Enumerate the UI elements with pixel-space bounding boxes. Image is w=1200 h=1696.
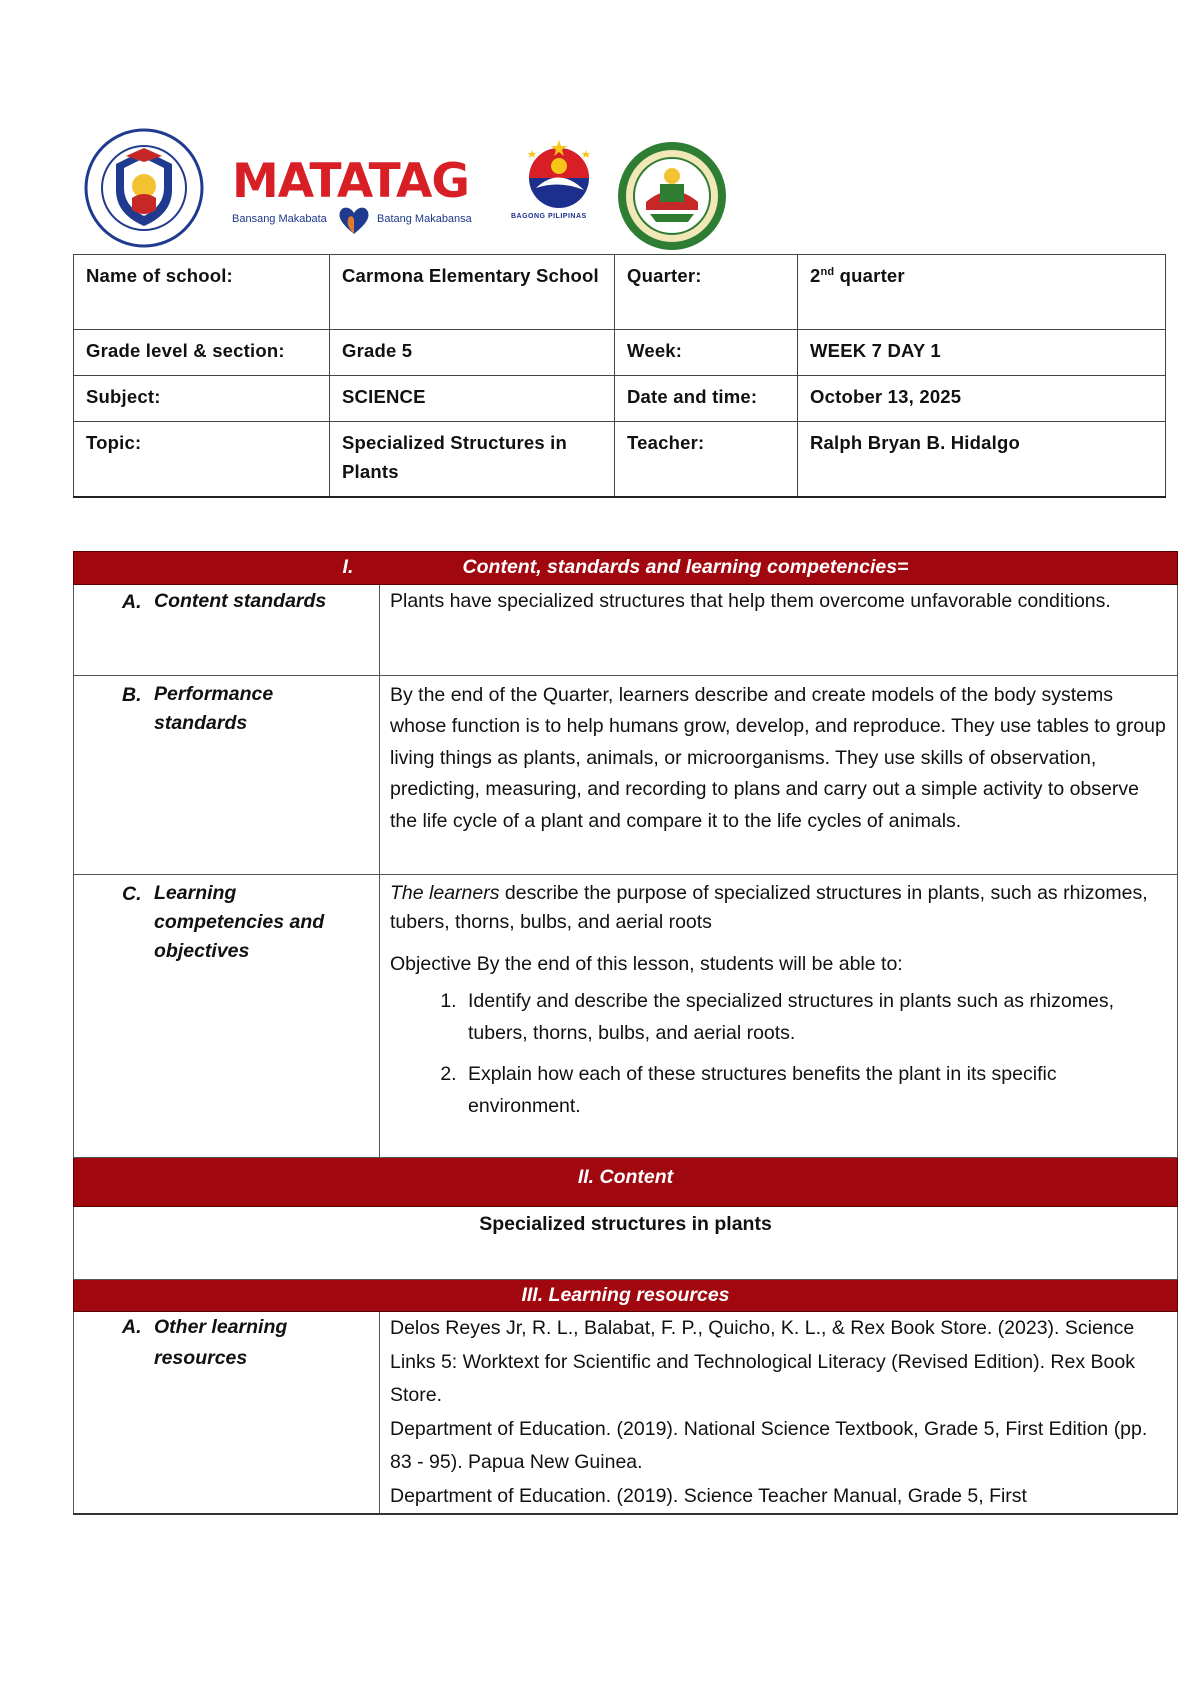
performance-standards-row xyxy=(74,675,1178,874)
subject-value: SCIENCE xyxy=(330,376,615,422)
grade-label: Grade level & section: xyxy=(74,330,330,376)
section-1-roman: I. xyxy=(342,556,354,578)
school-value: Carmona Elementary School xyxy=(330,255,615,330)
matatag-tagline-left: Bansang Makabata xyxy=(232,213,327,225)
section-2-header xyxy=(74,1157,1178,1206)
quarter-word: quarter xyxy=(834,265,905,286)
other-resources-label: Other learning resources xyxy=(154,1316,288,1369)
section-2-content-text: Specialized structures in plants xyxy=(74,1206,1178,1279)
other-resources-row xyxy=(74,1312,1178,1515)
performance-standards-text: By the end of the Quarter, learners describe and create models of the body systems whose function is to help humans grow, develop, and reproduce. They use tables to group living things as plants, animals, or microorganisms. They use skills of observation, predicting, measuring, and recording to plans and carry out a simple activity to observe the life cycle of a plant and compare it to the life cycles of animals. xyxy=(380,675,1178,874)
content-standards-row xyxy=(74,584,1178,675)
date-value: October 13, 2025 xyxy=(798,376,1166,422)
matatag-wordmark: MATATAG xyxy=(232,154,469,209)
matatag-heart-icon xyxy=(336,204,372,236)
lesson-info-table xyxy=(73,254,1166,498)
info-row-topic xyxy=(74,422,1166,498)
content-standards-letter: A. xyxy=(122,590,142,613)
learning-competencies-label-cell xyxy=(74,874,380,1157)
grade-value: Grade 5 xyxy=(330,330,615,376)
section-3-header xyxy=(74,1279,1178,1312)
info-row-school xyxy=(74,255,1166,330)
topic-label: Topic: xyxy=(74,422,330,498)
section-2-content-row xyxy=(74,1206,1178,1279)
school-seal-logo xyxy=(616,140,728,252)
content-standards-text: Plants have specialized structures that help them overcome unfavorable conditions. xyxy=(380,584,1178,675)
learning-competencies-content xyxy=(380,874,1178,1157)
date-label: Date and time: xyxy=(615,376,798,422)
learning-competencies-letter: C. xyxy=(122,882,142,905)
school-label: Name of school: xyxy=(74,255,330,330)
other-resources-list xyxy=(380,1312,1178,1515)
teacher-label: Teacher: xyxy=(615,422,798,498)
matatag-tagline-right: Batang Makabansa xyxy=(377,213,472,225)
quarter-suffix: nd xyxy=(820,265,835,278)
competency-subject: The learners xyxy=(390,881,500,904)
section-1-header xyxy=(74,552,1178,585)
info-row-subject xyxy=(74,376,1166,422)
performance-standards-label-cell xyxy=(74,675,380,874)
reference-item: Department of Education. (2019). National Science Textbook, Grade 5, First Edition (pp. 83 - 95). Papua New Guinea. xyxy=(390,1417,1148,1473)
logo-strip xyxy=(0,0,1200,250)
bagong-pilipinas-text: BAGONG PILIPINAS xyxy=(511,213,587,220)
objective-item: 1. Identify and describe the specialized structures in plants such as rhizomes, tubers, thorns, bulbs, and aerial roots. xyxy=(462,986,1169,1049)
deped-seal-logo xyxy=(84,128,204,248)
competency-statement xyxy=(390,879,1169,937)
info-row-grade xyxy=(74,330,1166,376)
learning-competencies-row xyxy=(74,874,1178,1157)
teacher-value: Ralph Bryan B. Hidalgo xyxy=(798,422,1166,498)
other-resources-label-cell xyxy=(74,1312,380,1515)
lesson-plan-table xyxy=(73,551,1178,1515)
performance-standards-label: Performance standards xyxy=(154,682,274,734)
quarter-value xyxy=(798,255,1166,330)
learning-competencies-label: Learning competencies and objectives xyxy=(154,881,325,962)
competency-text: describe the purpose of specialized structures in plants, such as rhizomes, tubers, thorns, bulbs, and aerial roots xyxy=(390,881,1148,933)
performance-standards-letter: B. xyxy=(122,683,142,706)
week-label: Week: xyxy=(615,330,798,376)
reference-item: Department of Education. (2019). Science Teacher Manual, Grade 5, First xyxy=(390,1484,1027,1507)
quarter-number: 2 xyxy=(810,265,821,286)
quarter-label: Quarter: xyxy=(615,255,798,330)
objective-item: 2. Explain how each of these structures benefits the plant in its specific environment. xyxy=(462,1059,1169,1122)
other-resources-letter: A. xyxy=(122,1316,142,1338)
section-3-title: III. Learning resources xyxy=(74,1279,1178,1312)
week-value: WEEK 7 DAY 1 xyxy=(798,330,1166,376)
topic-value: Specialized Structures in Plants xyxy=(330,422,615,498)
content-standards-label-cell xyxy=(74,584,380,675)
section-1-title: Content, standards and learning competencies= xyxy=(462,556,909,578)
content-standards-label: Content standards xyxy=(154,589,327,612)
reference-item: Delos Reyes Jr, R. L., Balabat, F. P., Quicho, K. L., & Rex Book Store. (2023). Science Links 5: Worktext for Scientific and Technological Literacy (Revised Edition). Rex Book Store. xyxy=(390,1317,1135,1406)
objectives-list xyxy=(390,986,1169,1122)
subject-label: Subject: xyxy=(74,376,330,422)
objective-intro: Objective By the end of this lesson, students will be able to: xyxy=(390,952,903,975)
section-2-title: II. Content xyxy=(74,1157,1178,1206)
bagong-pilipinas-logo xyxy=(518,136,600,212)
